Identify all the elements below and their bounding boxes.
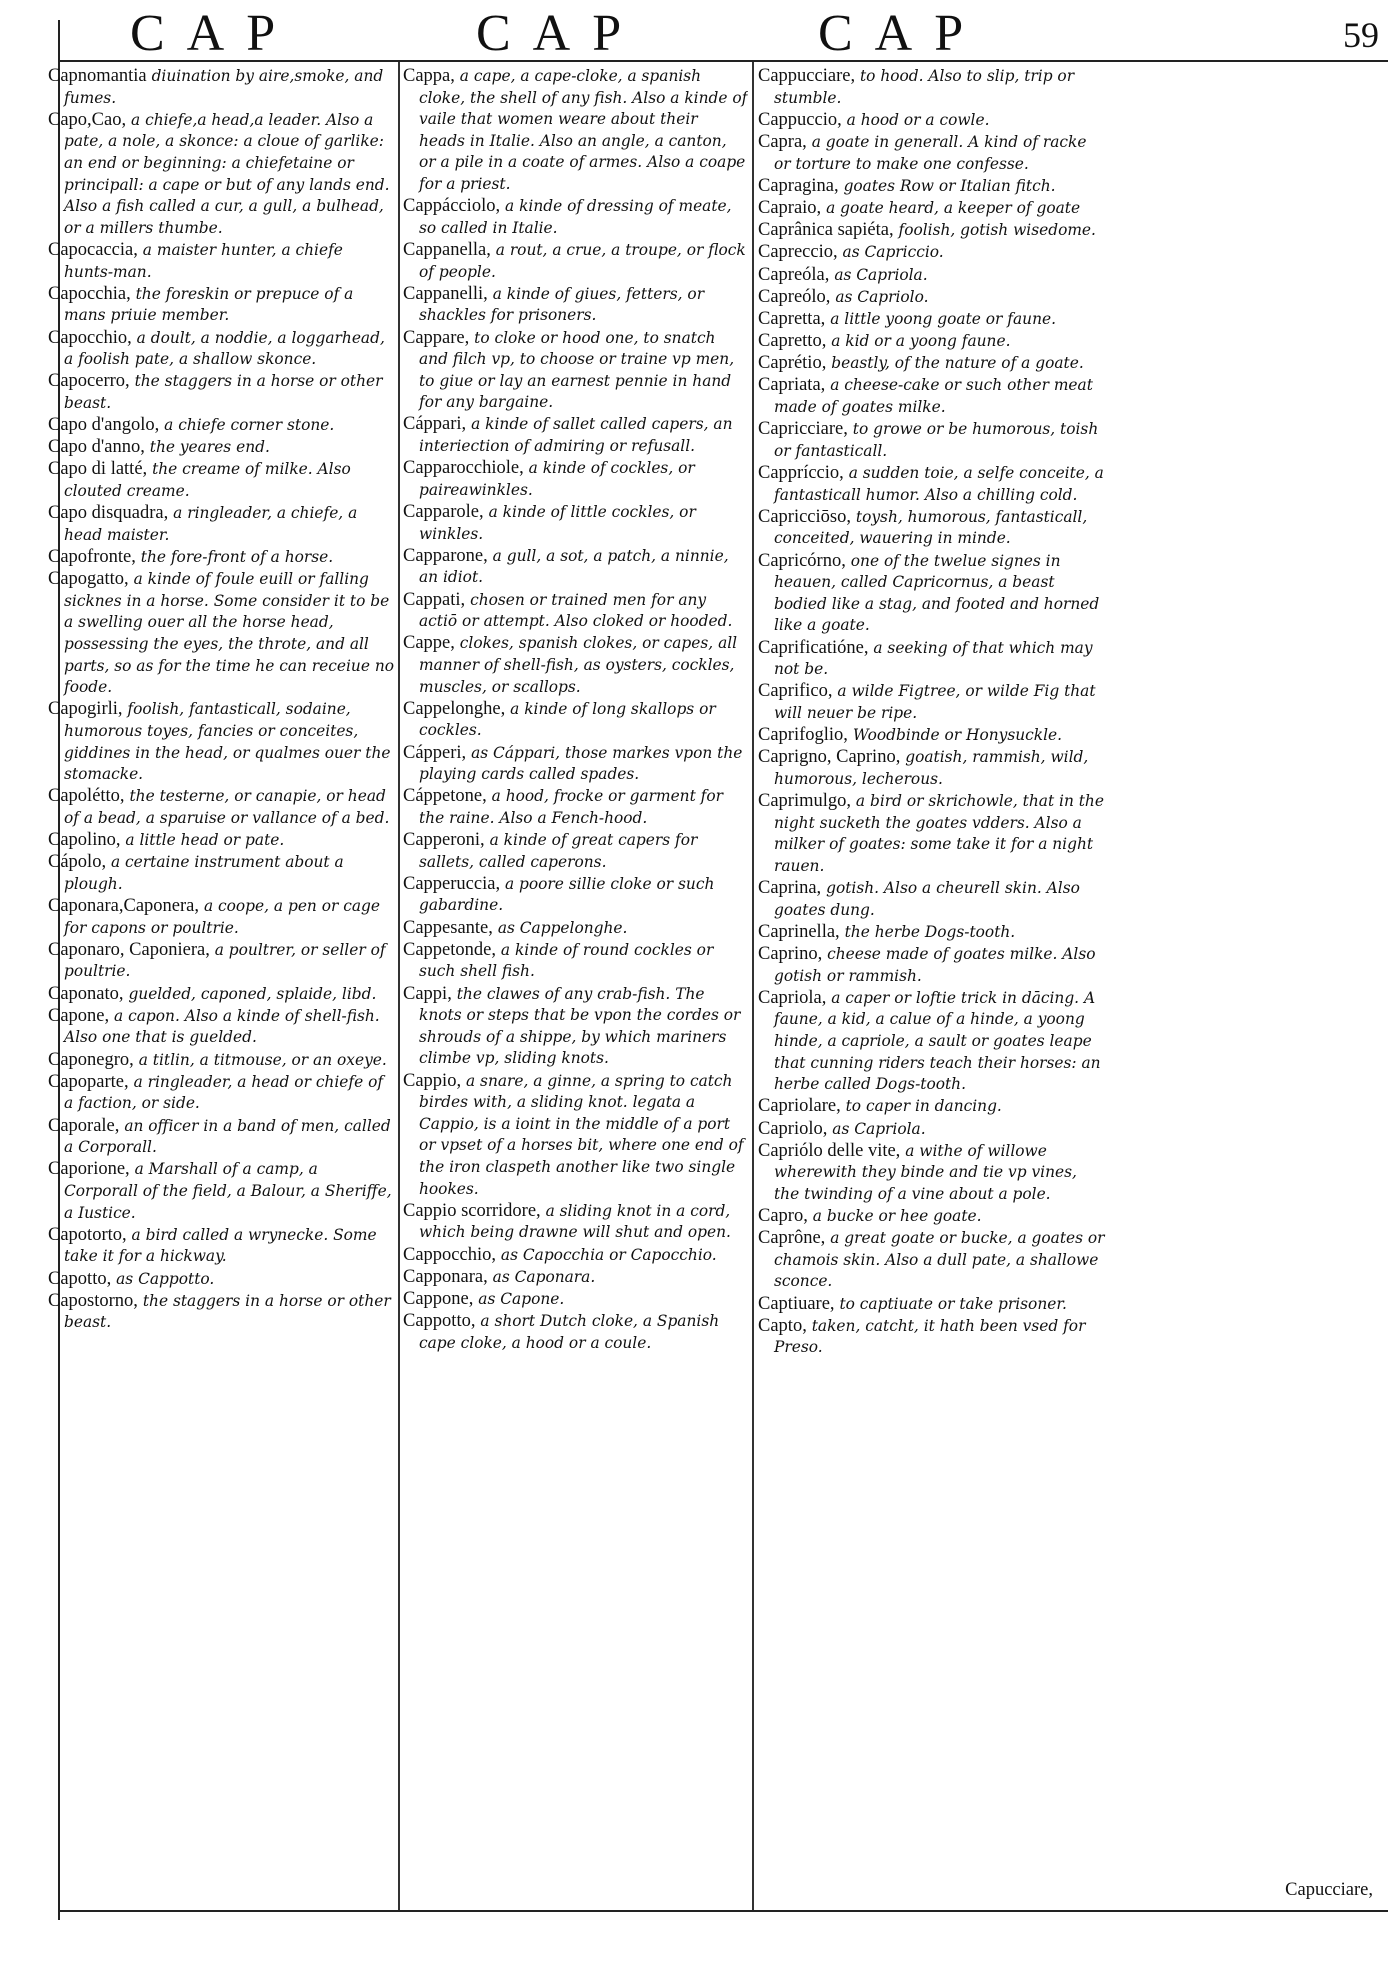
definition: the creame of milke. Also clouted creame. bbox=[64, 460, 351, 501]
definition: as Capocchia or Capocchio. bbox=[500, 1245, 717, 1264]
dictionary-entry bbox=[758, 922, 1106, 944]
headword: Capolino, bbox=[48, 830, 121, 851]
definition: as Cappelonghe. bbox=[497, 918, 628, 937]
headword: Capogirli, bbox=[48, 699, 123, 720]
running-head-right: CAP bbox=[818, 5, 986, 62]
definition: a kinde of cockles, or paireawinkles. bbox=[419, 459, 695, 499]
definition: a sudden toie, a selfe conceite, a fantasticall humor. Also a chilling cold. bbox=[774, 464, 1104, 504]
headword: Capricciōso, bbox=[758, 506, 851, 527]
headword: Cappríccio, bbox=[758, 463, 844, 483]
definition: a withe of willowe wherewith they binde and tie vp vines, the twinding of a vine about a pole. bbox=[774, 1141, 1077, 1203]
dictionary-entry bbox=[48, 415, 394, 437]
definition: cheese made of goates milke. Also gotish or rammish. bbox=[774, 945, 1096, 985]
definition: a hood or a cowle. bbox=[846, 110, 990, 129]
column-2 bbox=[403, 66, 748, 1866]
headword: Capocaccia, bbox=[48, 239, 138, 260]
dictionary-entry bbox=[758, 791, 1106, 877]
dictionary-entry bbox=[48, 328, 394, 371]
definition: guelded, caponed, splaide, libd. bbox=[128, 984, 377, 1003]
headword: Capto, bbox=[758, 1315, 807, 1336]
dictionary-entry bbox=[758, 110, 1106, 132]
definition: a kinde of giues, fetters, or shackles for prisoners. bbox=[419, 284, 705, 325]
dictionary-entry bbox=[403, 1311, 748, 1354]
dictionary-entry bbox=[48, 940, 394, 983]
headword: Capo disquadra, bbox=[48, 503, 169, 524]
definition: a coope, a pen or cage for capons or poultrie. bbox=[64, 897, 381, 937]
headword: Cápolo, bbox=[48, 852, 107, 873]
definition: one of the twelue signes in heauen, called Capricornus, a beast bodied like a stag, and footed and horned like a goate. bbox=[774, 551, 1100, 635]
definition: a maister hunter, a chiefe hunts-man. bbox=[64, 240, 343, 281]
headword: Cappuccio, bbox=[758, 109, 842, 130]
headword: Cappocchio, bbox=[403, 1244, 496, 1265]
definition: a cheese-cake or such other meat made of goates milke. bbox=[774, 376, 1093, 417]
dictionary-entry bbox=[48, 240, 394, 283]
definition: a kinde of great capers for sallets, called caperons. bbox=[419, 831, 698, 871]
headword: Cappa, bbox=[403, 66, 455, 86]
definition: to caper in dancing. bbox=[845, 1097, 1002, 1116]
definition: a chiefe,a head,a leader. Also a pate, a nole, a skonce: a cloue of garlike: an end or beginning: a chiefetaine or principall: a cape or but of any lands end. Also a fish called a cur, a gull, a bulhead, or a millers thumbe. bbox=[64, 110, 390, 237]
definition: a poultrer, or seller of poultrie. bbox=[64, 940, 386, 981]
definition: the staggers in a horse or other beast. bbox=[64, 372, 383, 412]
headword: Cáppetone, bbox=[403, 786, 487, 807]
page-number: 59 bbox=[1343, 15, 1379, 55]
definition: a great goate or bucke, a goates or chamois skin. Also a dull pate, a shallowe sconce. bbox=[774, 1229, 1105, 1291]
dictionary-entry bbox=[758, 944, 1106, 987]
dictionary-entry bbox=[403, 918, 748, 940]
definition: a little head or pate. bbox=[125, 831, 285, 850]
dictionary-entry bbox=[48, 459, 394, 502]
dictionary-entry bbox=[48, 786, 394, 829]
definition: a little yoong goate or faune. bbox=[830, 309, 1056, 328]
headword: Cáppari, bbox=[403, 414, 467, 435]
dictionary-entry bbox=[48, 569, 394, 699]
definition: a kinde of long skallops or cockles. bbox=[419, 699, 716, 740]
dictionary-entry bbox=[403, 1245, 748, 1267]
dictionary-entry bbox=[48, 1072, 394, 1115]
headword: Cappetonde, bbox=[403, 939, 496, 960]
headword: Cappanelli, bbox=[403, 283, 488, 304]
definition: the herbe Dogs-tooth. bbox=[844, 922, 1016, 941]
dictionary-entry bbox=[403, 1201, 748, 1244]
dictionary-entry bbox=[48, 110, 394, 240]
definition: as Capone. bbox=[478, 1289, 565, 1308]
dictionary-entry bbox=[403, 743, 748, 786]
definition: goatish, rammish, wild, humorous, lecherous. bbox=[774, 748, 1089, 788]
definition: as Capriccio. bbox=[842, 243, 944, 262]
dictionary-entry bbox=[48, 1225, 394, 1268]
dictionary-entry bbox=[758, 1294, 1106, 1316]
dictionary-entry bbox=[758, 1228, 1106, 1293]
dictionary-entry bbox=[758, 878, 1106, 921]
definition: the foreskin or prepuce of a mans priuie member. bbox=[64, 284, 354, 325]
definition: an officer in a band of men, called a Corporall. bbox=[64, 1116, 391, 1157]
headword: Cappácciolo, bbox=[403, 196, 501, 217]
column-divider-2 bbox=[752, 62, 754, 1910]
dictionary-entry bbox=[48, 66, 394, 109]
definition: beastly, of the nature of a goate. bbox=[831, 354, 1084, 373]
dictionary-entry bbox=[758, 1316, 1106, 1359]
definition: foolish, fantasticall, sodaine, humorous toyes, fancies or conceites, giddines in the head, or qualmes ouer the stomacke. bbox=[64, 700, 391, 784]
headword: Caprifico, bbox=[758, 681, 833, 702]
headword: Caprigno, Caprino, bbox=[758, 747, 901, 768]
dictionary-entry bbox=[403, 699, 748, 742]
definition: a snare, a ginne, a spring to catch birdes with, a sliding knot. legata a Cappio, is a ioint in the middle of a port or vpset of a horses bit, where one end of the iron claspeth another like two single hookes. bbox=[419, 1071, 744, 1198]
headword: Capriola, bbox=[758, 987, 827, 1008]
catchword: Capucciare, bbox=[1285, 1880, 1373, 1900]
column-1 bbox=[48, 66, 394, 1866]
definition: a goate in generall. A kind of racke or torture to make one confesse. bbox=[774, 132, 1087, 173]
definition: Woodbinde or Honysuckle. bbox=[852, 726, 1063, 745]
definition: to hood. Also to slip, trip or stumble. bbox=[774, 67, 1075, 107]
headword: Cappe, bbox=[403, 633, 455, 654]
headword: Cappelonghe, bbox=[403, 698, 506, 719]
headword: Capro, bbox=[758, 1206, 808, 1227]
dictionary-entry bbox=[758, 132, 1106, 175]
dictionary-entry bbox=[758, 66, 1106, 109]
headword: Capraio, bbox=[758, 197, 822, 218]
definition: a ringleader, a chiefe, a head maister. bbox=[64, 504, 358, 544]
dictionary-entry bbox=[403, 830, 748, 873]
dictionary-entry bbox=[758, 220, 1106, 242]
dictionary-entry bbox=[758, 375, 1106, 418]
dictionary-entry bbox=[403, 240, 748, 283]
headword: Caprino, bbox=[758, 944, 823, 964]
definition: as Caponara. bbox=[492, 1267, 596, 1286]
dictionary-entry bbox=[48, 1006, 394, 1049]
definition: goates Row or Italian fitch. bbox=[843, 176, 1056, 195]
headword: Capotto, bbox=[48, 1268, 112, 1289]
headword: Caporale, bbox=[48, 1115, 120, 1136]
dictionary-entry bbox=[758, 309, 1106, 331]
definition: a chiefe corner stone. bbox=[164, 416, 335, 435]
definition: to cloke or hood one, to snatch and filch vp, to choose or traine vp men, to giue or lay an earnest pennie in hand for any bargaine. bbox=[419, 328, 735, 412]
headword: Cappati, bbox=[403, 589, 466, 610]
definition: a bucke or hee goate. bbox=[812, 1207, 982, 1226]
headword: Captiuare, bbox=[758, 1293, 835, 1314]
definition: a short Dutch cloke, a Spanish cape cloke, a hood or a coule. bbox=[419, 1312, 720, 1352]
dictionary-entry bbox=[758, 353, 1106, 375]
headword: Capreccio, bbox=[758, 242, 838, 263]
definition: a ringleader, a head or chiefe of a faction, or side. bbox=[64, 1072, 384, 1113]
definition: a seeking of that which may not be. bbox=[774, 638, 1093, 679]
definition: as Capriola. bbox=[834, 265, 928, 284]
headword: Capriolare, bbox=[758, 1096, 841, 1117]
dictionary-entry bbox=[48, 896, 394, 939]
running-head-left: CAP bbox=[130, 5, 298, 62]
definition: chosen or trained men for any actiō or attempt. Also cloked or hooded. bbox=[419, 590, 733, 631]
dictionary-entry bbox=[758, 551, 1106, 637]
dictionary-entry bbox=[403, 590, 748, 633]
dictionary-entry bbox=[758, 725, 1106, 747]
headword: Caponegro, bbox=[48, 1049, 134, 1070]
headword: Caponato, bbox=[48, 983, 124, 1004]
definition: a kinde of sallet called capers, an interiection of admiring or refusall. bbox=[419, 415, 733, 456]
dictionary-entry bbox=[403, 1071, 748, 1201]
definition: clokes, spanish clokes, or capes, all manner of shell-fish, as oysters, cockles, muscles, or scallops. bbox=[419, 634, 738, 696]
dictionary-entry bbox=[48, 503, 394, 546]
dictionary-entry bbox=[758, 1141, 1106, 1206]
dictionary-entry bbox=[403, 328, 748, 414]
headword: Capocerro, bbox=[48, 371, 130, 392]
headword: Cappare, bbox=[403, 327, 470, 348]
headword: Capreóla, bbox=[758, 264, 830, 285]
headword: Capoparte, bbox=[48, 1071, 129, 1092]
headword: Capo,Cao, bbox=[48, 109, 127, 130]
dictionary-entry bbox=[403, 502, 748, 545]
headword: Capperoni, bbox=[403, 830, 485, 851]
dictionary-entry bbox=[48, 547, 394, 569]
dictionary-entry bbox=[403, 414, 748, 457]
definition: the yeares end. bbox=[149, 438, 270, 457]
dictionary-entry bbox=[403, 196, 748, 239]
definition: a capon. Also a kinde of shell-fish. Also one that is guelded. bbox=[64, 1006, 380, 1047]
headword: Capo d'angolo, bbox=[48, 415, 160, 436]
dictionary-entry bbox=[758, 1119, 1106, 1141]
headword: Capperuccia, bbox=[403, 873, 501, 894]
definition: a goate heard, a keeper of goate bbox=[826, 198, 1081, 217]
dictionary-entry bbox=[403, 1267, 748, 1289]
column-divider-1 bbox=[398, 62, 400, 1910]
dictionary-entry bbox=[48, 1291, 394, 1334]
definition: the fore-front of a horse. bbox=[140, 548, 334, 566]
dictionary-entry bbox=[758, 287, 1106, 309]
headword: Capnomantia bbox=[48, 66, 147, 86]
definition: as Capriolo. bbox=[835, 287, 929, 306]
definition: gotish. Also a cheurell skin. Also goates dung. bbox=[774, 879, 1080, 919]
definition: to growe or be humorous, toish or fantasticall. bbox=[774, 420, 1099, 460]
dictionary-entry bbox=[758, 198, 1106, 220]
definition: as Capriola. bbox=[832, 1119, 926, 1138]
headword: Capo di latté, bbox=[48, 459, 148, 480]
running-head-center: CAP bbox=[476, 5, 644, 62]
definition: the staggers in a horse or other beast. bbox=[64, 1291, 391, 1332]
headword: Caprône, bbox=[758, 1228, 826, 1249]
dictionary-entry bbox=[48, 984, 394, 1006]
dictionary-entry bbox=[403, 546, 748, 589]
headword: Capone, bbox=[48, 1005, 110, 1026]
dictionary-entry bbox=[758, 988, 1106, 1096]
definition: a kinde of foule euill or falling sicknes in a horse. Some consider it to be a swelling ouer all the horse head, possessing the eyes, the throte, and all parts, so as for the time he can receiue no foode. bbox=[64, 570, 394, 697]
headword: Capretta, bbox=[758, 308, 826, 329]
headword: Capriata, bbox=[758, 375, 826, 396]
headword: Capocchia, bbox=[48, 283, 131, 304]
headword: Capparocchiole, bbox=[403, 458, 524, 479]
definition: foolish, gotish wisedome. bbox=[898, 221, 1096, 240]
definition: to captiuate or take prisoner. bbox=[839, 1294, 1067, 1313]
dictionary-entry bbox=[48, 1116, 394, 1159]
dictionary-entry bbox=[403, 284, 748, 327]
headword: Caprânica sapiéta, bbox=[758, 220, 894, 241]
dictionary-entry bbox=[758, 331, 1106, 353]
headword: Capparole, bbox=[403, 502, 484, 523]
definition: a Marshall of a camp, a Corporall of the field, a Balour, a Sheriffe, a Iustice. bbox=[64, 1160, 392, 1222]
headword: Caponaro, Caponiera, bbox=[48, 939, 210, 960]
headword: Caprina, bbox=[758, 878, 822, 899]
dictionary-entry bbox=[758, 242, 1106, 264]
headword: Capotorto, bbox=[48, 1224, 127, 1245]
headword: Capocchio, bbox=[48, 327, 132, 348]
headword: Cápperi, bbox=[403, 742, 467, 763]
headword: Cappone, bbox=[403, 1288, 474, 1309]
dictionary-entry bbox=[403, 633, 748, 698]
definition: a kinde of dressing of meate, so called in Italie. bbox=[419, 197, 732, 237]
footer-rule bbox=[58, 1910, 1388, 1912]
dictionary-entry bbox=[48, 437, 394, 459]
dictionary-entry bbox=[48, 284, 394, 327]
dictionary-entry bbox=[48, 830, 394, 852]
headword: Capreólo, bbox=[758, 286, 831, 307]
definition: a certaine instrument about a plough. bbox=[64, 853, 344, 893]
definition: the testerne, or canapie, or head of a bead, a sparuise or vallance of a bed. bbox=[64, 787, 390, 827]
definition: a gull, a sot, a patch, a ninnie, an idiot. bbox=[419, 546, 729, 587]
definition: a sliding knot in a cord, which being drawne will shut and open. bbox=[419, 1201, 731, 1242]
headword: Caprinella, bbox=[758, 921, 840, 942]
headword: Capricciare, bbox=[758, 419, 848, 440]
dictionary-entry bbox=[758, 1096, 1106, 1118]
dictionary-entry bbox=[403, 940, 748, 983]
headword: Capriolo, bbox=[758, 1118, 828, 1139]
dictionary-entry bbox=[48, 852, 394, 895]
definition: a wilde Figtree, or wilde Fig that will neuer be ripe. bbox=[774, 682, 1096, 722]
definition: a bird called a wrynecke. Some take it for a hickway. bbox=[64, 1225, 377, 1266]
definition: as Cappotto. bbox=[116, 1269, 215, 1288]
headword: Capponara, bbox=[403, 1266, 488, 1287]
dictionary-entry bbox=[758, 747, 1106, 790]
dictionary-entry bbox=[758, 419, 1106, 462]
dictionary-entry bbox=[48, 699, 394, 785]
headword: Capo d'anno, bbox=[48, 437, 145, 458]
headword: Capogatto, bbox=[48, 569, 129, 590]
dictionary-entry bbox=[48, 1159, 394, 1224]
headword: Cappotto, bbox=[403, 1311, 476, 1332]
column-3 bbox=[758, 66, 1106, 1874]
dictionary-entry bbox=[758, 507, 1106, 550]
dictionary-entry bbox=[758, 463, 1106, 506]
definition: a kinde of round cockles or such shell fish. bbox=[419, 940, 714, 981]
headword: Caponara,Caponera, bbox=[48, 896, 200, 917]
definition: taken, catcht, it hath been vsed for Preso. bbox=[774, 1316, 1086, 1357]
headword: Cappesante, bbox=[403, 917, 493, 938]
definition: a caper or loftie trick in dācing. A faune, a kid, a calue of a hinde, a yoong hinde, a capriole, a sault or goates leape that cunning riders teach their horses: an herbe called Dogs-tooth. bbox=[774, 988, 1101, 1094]
headword: Caprimulgo, bbox=[758, 791, 852, 812]
definition: the clawes of any crab-fish. The knots or steps that be vpon the cordes or shrouds of a shippe, by which mariners climbe vp, sliding knots. bbox=[419, 984, 741, 1068]
definition: a poore sillie cloke or such gabardine. bbox=[419, 874, 715, 915]
headword: Caporione, bbox=[48, 1159, 130, 1180]
headword: Capricórno, bbox=[758, 550, 846, 571]
dictionary-entry bbox=[758, 1206, 1106, 1228]
definition: a hood, frocke or garment for the raine. Also a Fench-hood. bbox=[419, 787, 723, 827]
headword: Capragina, bbox=[758, 175, 839, 196]
headword: Cappanella, bbox=[403, 239, 491, 260]
headword: Caprifoglio, bbox=[758, 725, 848, 746]
dictionary-entry bbox=[403, 874, 748, 917]
definition: toysh, humorous, fantasticall, conceited, wauering in minde. bbox=[774, 507, 1088, 548]
headword: Capofronte, bbox=[48, 547, 136, 567]
definition: a kinde of little cockles, or winkles. bbox=[419, 503, 696, 543]
headword: Caprétio, bbox=[758, 353, 827, 374]
dictionary-entry bbox=[48, 1269, 394, 1291]
headword: Cappi, bbox=[403, 983, 452, 1004]
headword: Capolétto, bbox=[48, 786, 125, 807]
headword: Cappio, bbox=[403, 1070, 462, 1091]
definition: as Cáppari, those markes vpon the playing cards called spades. bbox=[419, 743, 743, 784]
dictionary-entry bbox=[758, 681, 1106, 724]
definition: a bird or skrichowle, that in the night sucketh the goates vdders. Also a milker of goates: some take it for a night rauen. bbox=[774, 792, 1104, 875]
dictionary-entry bbox=[403, 458, 748, 501]
headword: Capriólo delle vite, bbox=[758, 1140, 901, 1161]
dictionary-entry bbox=[403, 786, 748, 829]
dictionary-entry bbox=[48, 371, 394, 414]
headword: Capostorno, bbox=[48, 1290, 138, 1311]
definition: a cape, a cape-cloke, a spanish cloke, the shell of any fish. Also a kinde of vaile that women weare about their heads in Italie. Also an angle, a canton, or a pile in a coate of armes. Also a coape for a priest. bbox=[419, 67, 748, 193]
dictionary-entry bbox=[403, 984, 748, 1070]
headword: Cappio scorridore, bbox=[403, 1200, 541, 1221]
headword: Capparone, bbox=[403, 545, 488, 566]
headword: Capretto, bbox=[758, 331, 827, 352]
headword: Caprificatióne, bbox=[758, 637, 869, 658]
definition: a rout, a crue, a troupe, or flock of people. bbox=[419, 240, 746, 281]
headword: Capra, bbox=[758, 131, 807, 152]
dictionary-entry bbox=[403, 1289, 748, 1311]
dictionary-entry bbox=[403, 66, 748, 196]
dictionary-entry bbox=[758, 638, 1106, 681]
definition: diuination by aire,smoke, and fumes. bbox=[64, 67, 384, 107]
headword: Cappucciare, bbox=[758, 66, 856, 86]
dictionary-entry bbox=[48, 1050, 394, 1072]
definition: a doult, a noddie, a loggarhead, a foolish pate, a shallow skonce. bbox=[64, 328, 385, 369]
dictionary-entry bbox=[758, 176, 1106, 198]
definition: a titlin, a titmouse, or an oxeye. bbox=[138, 1050, 387, 1069]
dictionary-entry bbox=[758, 265, 1106, 287]
definition: a kid or a yoong faune. bbox=[831, 332, 1011, 351]
